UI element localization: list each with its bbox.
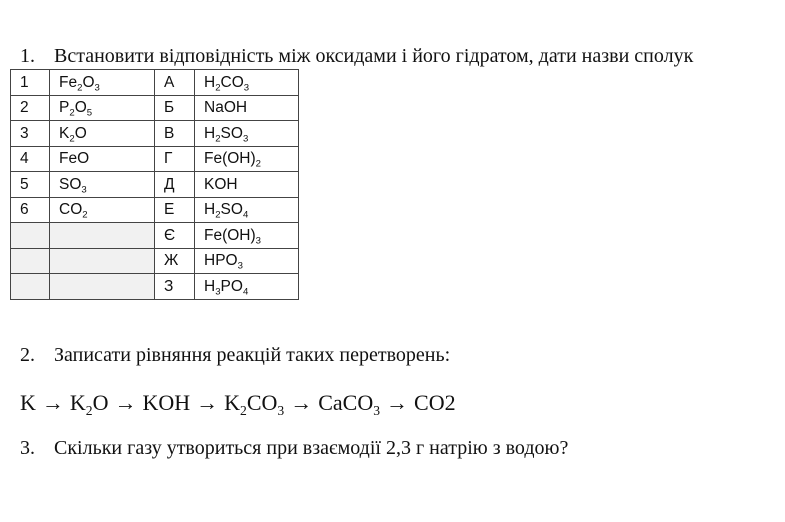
chain-formula [69, 390, 109, 418]
letter-cell: Г [155, 146, 195, 172]
subscript: 3 [215, 285, 221, 297]
hydrate-cell [195, 172, 299, 198]
chain-formula [20, 390, 36, 415]
formula-part: K [20, 390, 36, 415]
row-number-cell: 1 [11, 70, 50, 96]
oxide-cell [50, 223, 155, 249]
question-text: Встановити відповідність між оксидами і його гідратом, дати назви сполук [54, 45, 694, 67]
hydrate-cell [195, 95, 299, 121]
arrow-icon: → [114, 390, 137, 415]
subscript: 2 [215, 81, 221, 93]
letter-cell: Є [155, 223, 195, 249]
oxide-cell [50, 274, 155, 300]
table-row [11, 172, 299, 198]
letter-cell: Ж [155, 248, 195, 274]
formula-part: FeO [59, 150, 90, 167]
table-row [11, 223, 299, 249]
hydrate-cell [195, 274, 299, 300]
formula-part: PO [220, 277, 243, 295]
question-text: Записати рівняння реакцій таких перетворень: [54, 344, 451, 366]
formula-part: SO [59, 175, 82, 193]
transformation-chain [20, 390, 456, 416]
subscript: 3 [243, 81, 250, 93]
letter-cell: А [155, 70, 195, 96]
chain-formula [318, 390, 381, 418]
hydrate-cell [195, 70, 299, 96]
arrow-icon: → [41, 390, 64, 415]
letter-cell: В [155, 121, 195, 147]
subscript: 2 [82, 209, 88, 221]
chain-formula [414, 390, 456, 415]
hydrate-cell [195, 223, 299, 249]
row-number-cell: 6 [11, 197, 50, 223]
formula-part: Fe [59, 73, 78, 91]
subscript: 4 [242, 209, 249, 221]
subscript: 2 [215, 132, 221, 144]
subscript: 3 [94, 81, 100, 93]
subscript: 2 [255, 158, 262, 170]
formula-part: CO [246, 390, 278, 415]
formula-part: K [59, 124, 70, 142]
formula-part: O [92, 390, 109, 415]
table-row [11, 121, 299, 147]
question-number: 3. [20, 437, 35, 459]
letter-cell: Б [155, 95, 195, 121]
subscript: 3 [237, 260, 243, 272]
formula-part: HPO [204, 252, 238, 269]
table-row [11, 146, 299, 172]
formula-part: CO [220, 73, 244, 91]
formula-part: H [204, 73, 216, 91]
question-1 [20, 45, 693, 68]
table-row [11, 197, 299, 223]
subscript: 4 [242, 285, 249, 297]
row-number-cell [11, 223, 50, 249]
matching-table [10, 69, 299, 300]
question-text: Скільки газу утвориться при взаємодії 2,3 г натрію з водою? [54, 437, 569, 459]
row-number-cell [11, 274, 50, 300]
formula-part: CaCO [318, 390, 374, 415]
question-3 [20, 437, 568, 460]
subscript: 2 [77, 81, 83, 93]
formula-part: K [69, 390, 86, 415]
formula-part: NaOH [204, 99, 248, 116]
letter-cell: Д [155, 172, 195, 198]
formula-part: CO2 [414, 390, 456, 415]
formula-part: O [74, 99, 87, 116]
subscript: 3 [242, 132, 249, 144]
hydrate-cell [195, 146, 299, 172]
formula-part: KOH [204, 175, 238, 193]
subscript: 3 [277, 402, 285, 418]
question-2 [20, 344, 450, 367]
row-number-cell: 2 [11, 95, 50, 121]
formula-part: H [204, 201, 216, 218]
arrow-icon: → [196, 390, 219, 415]
formula-part: P [59, 99, 70, 116]
hydrate-cell [195, 248, 299, 274]
letter-cell: З [155, 274, 195, 300]
formula-part: Fe(OH) [204, 226, 256, 244]
row-number-cell [11, 248, 50, 274]
table-row [11, 95, 299, 121]
subscript: 3 [255, 234, 262, 246]
oxide-cell [50, 172, 155, 198]
hydrate-cell [195, 121, 299, 147]
oxide-cell [50, 121, 155, 147]
arrow-icon: → [290, 390, 313, 415]
formula-part: H [204, 277, 216, 295]
subscript: 2 [69, 107, 75, 119]
formula-part: Fe(OH) [204, 150, 256, 167]
formula-part: SO [220, 201, 243, 218]
question-number: 2. [20, 344, 35, 366]
formula-part: SO [220, 124, 243, 142]
oxide-cell [50, 95, 155, 121]
row-number-cell: 5 [11, 172, 50, 198]
table-row [11, 274, 299, 300]
row-number-cell: 3 [11, 121, 50, 147]
oxide-cell [50, 70, 155, 96]
subscript: 2 [240, 402, 247, 418]
question-number: 1. [20, 45, 35, 67]
formula-part: K [224, 390, 241, 415]
oxide-cell [50, 248, 155, 274]
subscript: 3 [81, 183, 87, 195]
oxide-cell [50, 146, 155, 172]
letter-cell: Е [155, 197, 195, 223]
formula-part: CO [59, 201, 83, 218]
formula-part: O [74, 124, 87, 142]
subscript: 5 [86, 107, 93, 119]
table-row [11, 70, 299, 96]
subscript: 2 [69, 132, 75, 144]
subscript: 3 [373, 402, 381, 418]
subscript: 2 [85, 402, 93, 418]
hydrate-cell [195, 197, 299, 223]
formula-part: KOH [142, 390, 191, 415]
arrow-icon: → [386, 390, 409, 415]
formula-part: O [82, 73, 95, 91]
row-number-cell: 4 [11, 146, 50, 172]
chain-formula [142, 390, 190, 415]
formula-part: H [204, 124, 216, 142]
subscript: 2 [215, 209, 221, 221]
table-row [11, 248, 299, 274]
chain-formula [224, 390, 285, 418]
oxide-cell [50, 197, 155, 223]
